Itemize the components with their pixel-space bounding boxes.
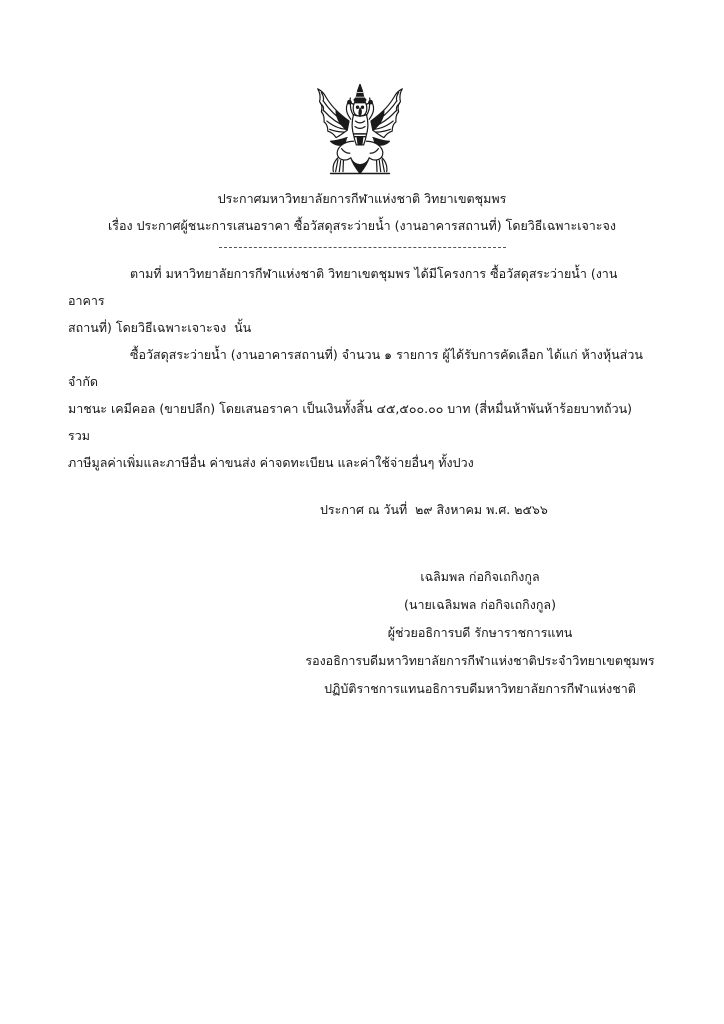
paragraph-line: มาชนะ เคมีคอล (ขายปลีก) โดยเสนอราคา เป็นเงินทั้งสิ้น ๔๕,๕๐๐.๐๐ บาท (สี่หมื่นห้าพันห้าร้อยบาทถ้วน) รวม xyxy=(68,401,637,443)
announcement-body xyxy=(0,260,724,476)
signature-block xyxy=(300,563,660,703)
signer-full-name: (นายเฉลิมพล ก่อกิจเถกิงกูล) xyxy=(404,597,556,612)
paragraph-line: ตามที่ มหาวิทยาลัยการกีฬาแห่งชาติ วิทยาเขตชุมพร ได้มีโครงการ ซื้อวัสดุสระว่ายน้ำ (งานอาคาร xyxy=(68,266,618,308)
paragraph-line: สถานที่) โดยวิธีเฉพาะเจาะจง นั้น xyxy=(68,320,252,335)
body-paragraph xyxy=(68,260,646,341)
garuda-emblem-icon xyxy=(314,84,406,182)
body-paragraph xyxy=(68,341,646,476)
announcement xyxy=(0,185,724,703)
announcement-subject: เรื่อง ประกาศผู้ชนะการเสนอราคา ซื้อวัสดุสระว่ายน้ำ (งานอาคารสถานที่) โดยวิธีเฉพาะเจาะจง xyxy=(108,218,616,233)
signature-name: เฉลิมพล ก่อกิจเถกิงกูล xyxy=(420,569,540,584)
header-divider xyxy=(219,247,506,248)
signer-acting-title: ผู้ช่วยอธิการบดี รักษาราชการแทน xyxy=(387,625,573,640)
signer-on-behalf-of: ปฏิบัติราชการแทนอธิการบดีมหาวิทยาลัยการกีฬาแห่งชาติ xyxy=(324,681,636,696)
signer-position: รองอธิการบดีมหาวิทยาลัยการกีฬาแห่งชาติประจำวิทยาเขตชุมพร xyxy=(305,653,655,668)
paragraph-line: ซื้อวัสดุสระว่ายน้ำ (งานอาคารสถานที่) จำนวน ๑ รายการ ผู้ได้รับการคัดเลือก ได้แก่ ห้างหุ้นส่วนจำกัด xyxy=(68,347,643,389)
announcement-issuer-title: ประกาศมหาวิทยาลัยการกีฬาแห่งชาติ วิทยาเขตชุมพร xyxy=(217,191,507,206)
paragraph-line: ภาษีมูลค่าเพิ่มและภาษีอื่น ค่าขนส่ง ค่าจดทะเบียน และค่าใช้จ่ายอื่นๆ ทั้งปวง xyxy=(68,455,474,470)
announcement-date: ประกาศ ณ วันที่ ๒๙ สิงหาคม พ.ศ. ๒๕๖๖ xyxy=(320,502,548,517)
